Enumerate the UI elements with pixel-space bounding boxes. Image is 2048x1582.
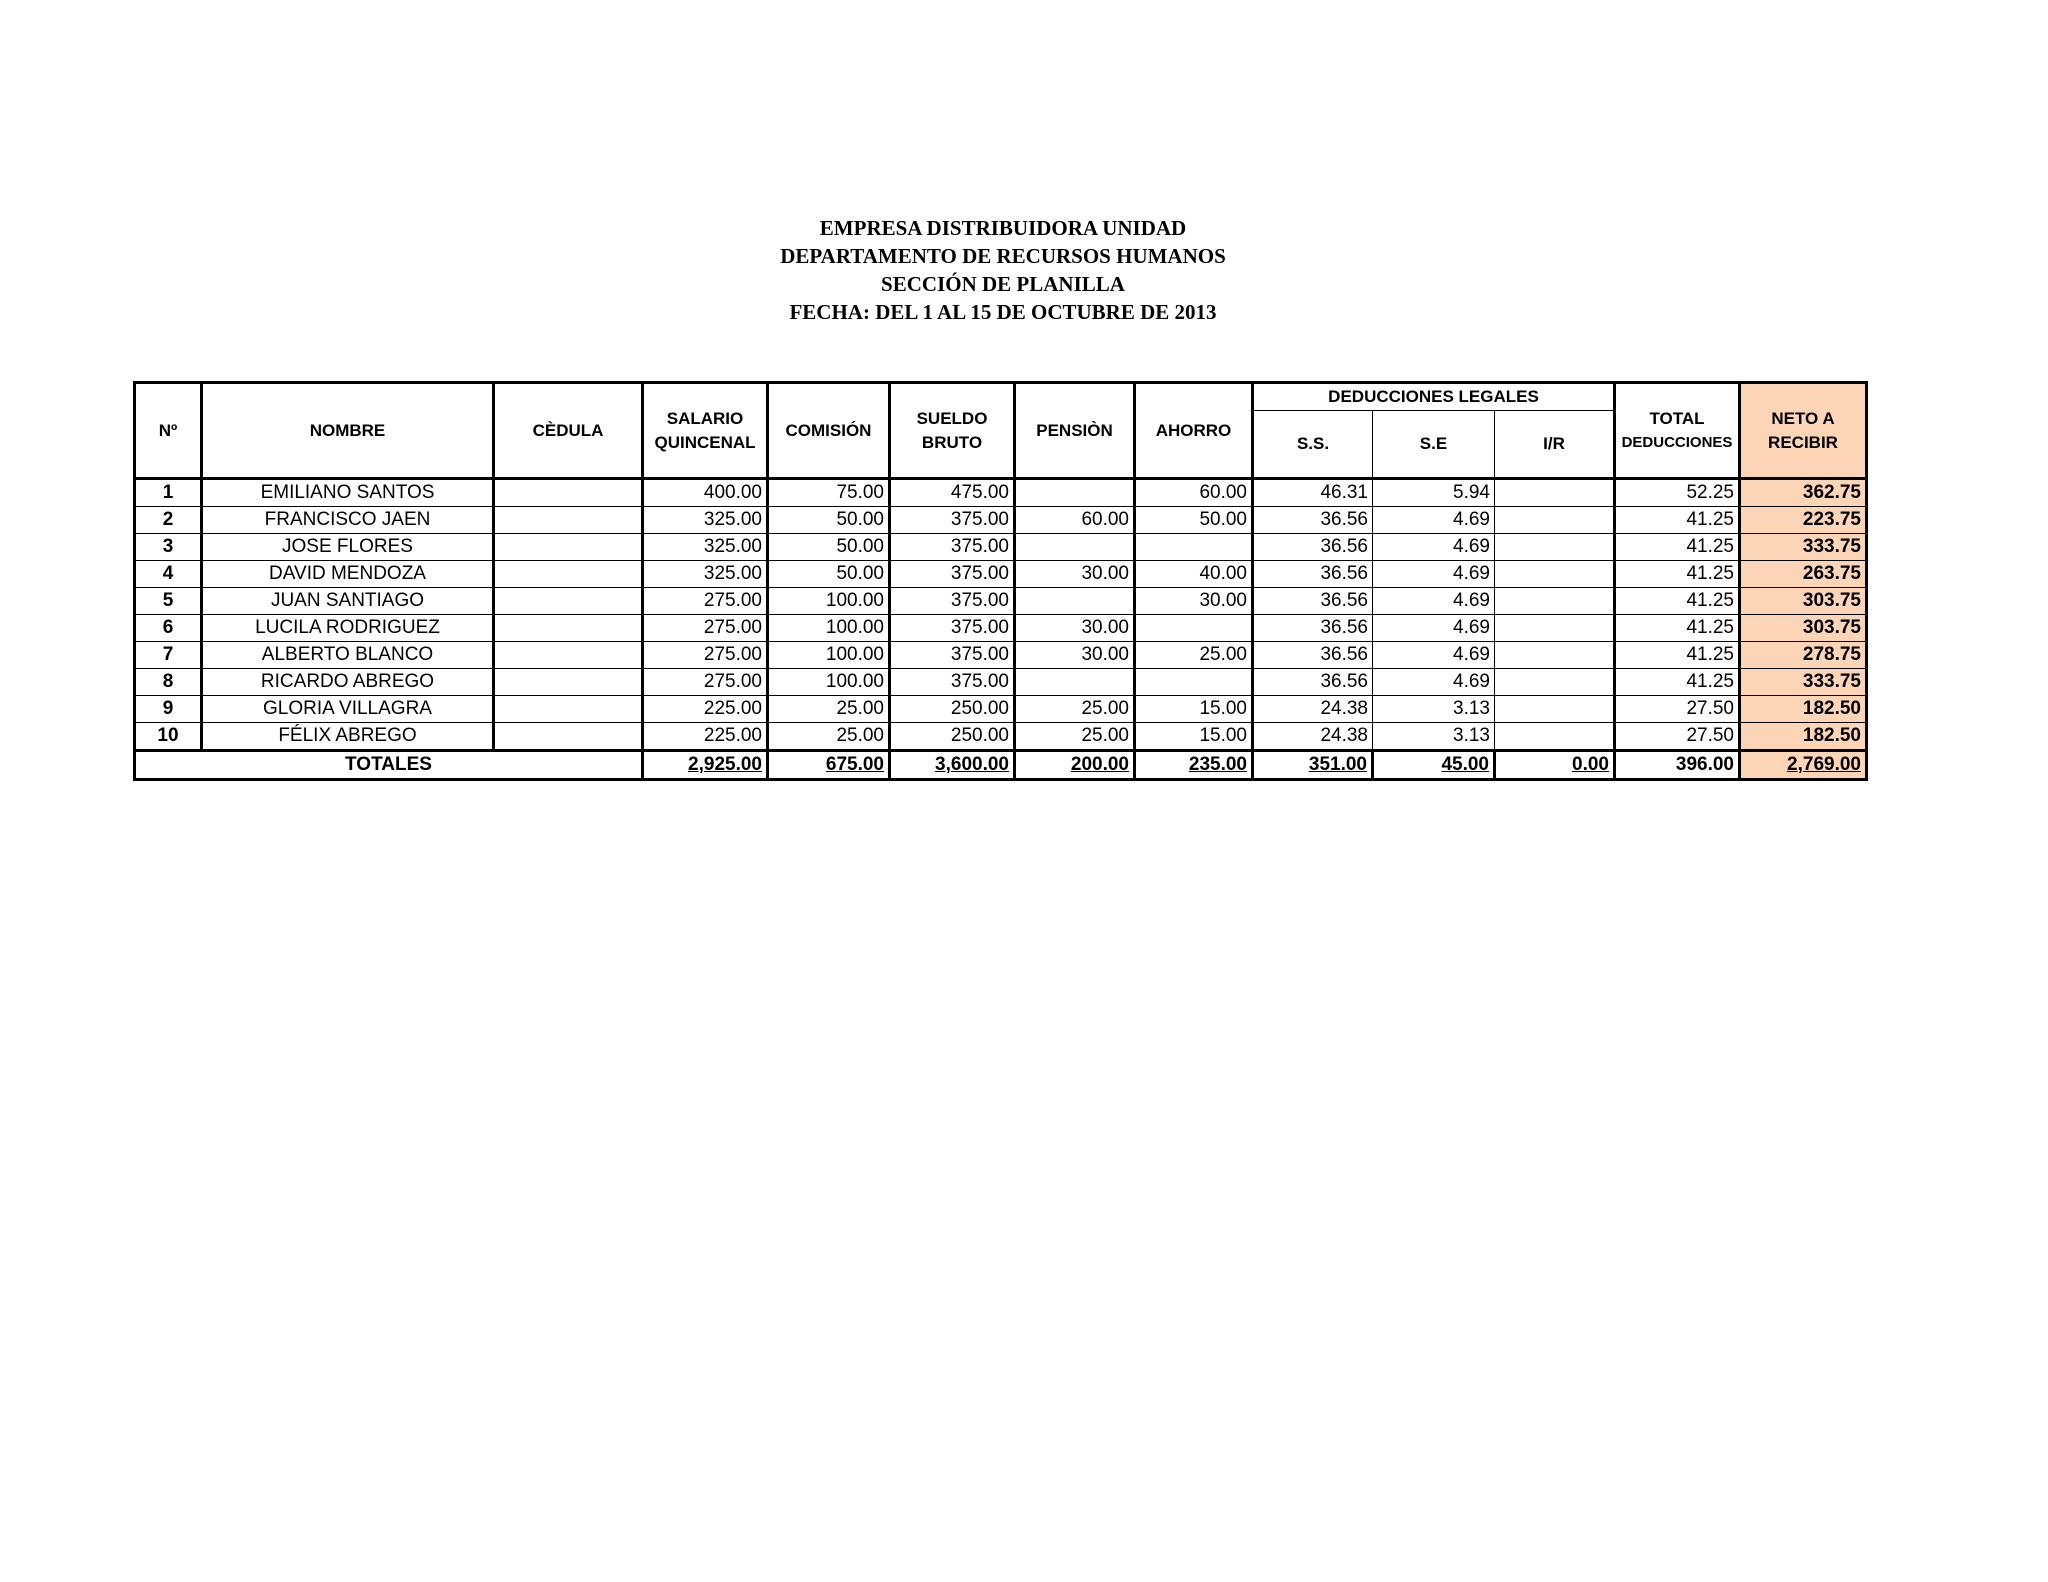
cell-salario: 325.00 [643,534,768,561]
cell-ahorro: 30.00 [1135,588,1253,615]
cell-no: 9 [135,696,202,723]
cell-se: 4.69 [1373,507,1495,534]
cell-nombre: LUCILA RODRIGUEZ [202,615,494,642]
cell-total-deducciones: 41.25 [1615,588,1740,615]
cell-no: 6 [135,615,202,642]
cell-ss: 46.31 [1253,479,1373,507]
payroll-rows [135,479,1867,751]
department-name: DEPARTAMENTO DE RECURSOS HUMANOS [780,244,1226,268]
cell-salario: 275.00 [643,642,768,669]
table-row [135,588,1867,615]
cell-comision: 100.00 [768,669,890,696]
cell-salario: 275.00 [643,669,768,696]
total-ahorro: 235.00 [1135,751,1253,780]
cell-ahorro [1135,669,1253,696]
cell-pension: 30.00 [1015,642,1135,669]
cell-cedula [494,696,643,723]
cell-ss: 24.38 [1253,723,1373,751]
cell-cedula [494,479,643,507]
col-header-neto [1740,383,1867,479]
table-row [135,723,1867,751]
col-header-ir: I/R [1495,411,1615,479]
cell-ir [1495,507,1615,534]
cell-nombre: RICARDO ABREGO [202,669,494,696]
col-header-sueldo [890,383,1015,479]
cell-sueldo: 375.00 [890,561,1015,588]
total-pension: 200.00 [1015,751,1135,780]
col-header-se: S.E [1373,411,1495,479]
cell-ahorro: 25.00 [1135,642,1253,669]
cell-cedula [494,588,643,615]
col-header-salario [643,383,768,479]
cell-no: 10 [135,723,202,751]
cell-ss: 36.56 [1253,507,1373,534]
col-header-salario-line2: QUINCENAL [654,432,756,452]
cell-nombre: FRANCISCO JAEN [202,507,494,534]
section-name: SECCIÓN DE PLANILLA [881,272,1125,296]
cell-pension [1015,588,1135,615]
cell-ss: 36.56 [1253,588,1373,615]
cell-total-deducciones: 27.50 [1615,723,1740,751]
cell-pension: 60.00 [1015,507,1135,534]
cell-pension: 25.00 [1015,723,1135,751]
cell-nombre: JUAN SANTIAGO [202,588,494,615]
cell-cedula [494,507,643,534]
cell-ir [1495,669,1615,696]
cell-salario: 325.00 [643,561,768,588]
cell-ir [1495,534,1615,561]
col-header-cedula: CÈDULA [494,383,643,479]
cell-salario: 275.00 [643,588,768,615]
cell-cedula [494,669,643,696]
cell-ahorro [1135,534,1253,561]
cell-ss: 36.56 [1253,615,1373,642]
col-header-total-line1: TOTAL [1649,408,1705,428]
cell-pension: 30.00 [1015,615,1135,642]
cell-sueldo: 375.00 [890,588,1015,615]
cell-neto: 333.75 [1740,534,1867,561]
totals-row [135,751,1867,780]
cell-total-deducciones: 41.25 [1615,669,1740,696]
cell-cedula [494,615,643,642]
cell-ss: 36.56 [1253,669,1373,696]
cell-cedula [494,534,643,561]
cell-sueldo: 375.00 [890,534,1015,561]
cell-ir [1495,479,1615,507]
cell-neto: 333.75 [1740,669,1867,696]
cell-pension [1015,534,1135,561]
total-neto: 2,769.00 [1740,751,1867,780]
col-header-pension: PENSIÒN [1015,383,1135,479]
cell-nombre: JOSE FLORES [202,534,494,561]
cell-neto: 362.75 [1740,479,1867,507]
cell-neto: 263.75 [1740,561,1867,588]
cell-nombre: GLORIA VILLAGRA [202,696,494,723]
cell-sueldo: 250.00 [890,696,1015,723]
cell-se: 4.69 [1373,669,1495,696]
cell-comision: 25.00 [768,696,890,723]
cell-se: 3.13 [1373,723,1495,751]
cell-neto: 182.50 [1740,696,1867,723]
cell-ir [1495,723,1615,751]
col-group-deducciones-legales: DEDUCCIONES LEGALES [1253,383,1615,411]
cell-comision: 100.00 [768,588,890,615]
cell-ss: 36.56 [1253,642,1373,669]
cell-ir [1495,615,1615,642]
cell-sueldo: 375.00 [890,642,1015,669]
cell-ir [1495,696,1615,723]
cell-total-deducciones: 41.25 [1615,534,1740,561]
cell-no: 1 [135,479,202,507]
cell-ahorro: 60.00 [1135,479,1253,507]
col-header-comision: COMISIÓN [768,383,890,479]
cell-cedula [494,723,643,751]
total-ir: 0.00 [1495,751,1615,780]
cell-comision: 50.00 [768,534,890,561]
cell-se: 5.94 [1373,479,1495,507]
cell-se: 4.69 [1373,615,1495,642]
col-header-sueldo-line2: BRUTO [921,432,983,452]
cell-se: 4.69 [1373,534,1495,561]
cell-ahorro: 40.00 [1135,561,1253,588]
total-sueldo: 3,600.00 [890,751,1015,780]
cell-comision: 75.00 [768,479,890,507]
cell-no: 7 [135,642,202,669]
table-row [135,507,1867,534]
cell-no: 2 [135,507,202,534]
cell-comision: 50.00 [768,561,890,588]
cell-pension [1015,479,1135,507]
total-salario: 2,925.00 [643,751,768,780]
payroll-table [133,381,1868,781]
col-header-no: Nº [135,383,202,479]
cell-pension: 30.00 [1015,561,1135,588]
cell-sueldo: 250.00 [890,723,1015,751]
cell-sueldo: 375.00 [890,669,1015,696]
cell-no: 8 [135,669,202,696]
table-row [135,534,1867,561]
col-header-sueldo-line1: SUELDO [916,408,988,428]
cell-no: 3 [135,534,202,561]
cell-no: 5 [135,588,202,615]
cell-total-deducciones: 41.25 [1615,615,1740,642]
total-deducciones: 396.00 [1615,751,1740,780]
cell-ahorro: 50.00 [1135,507,1253,534]
cell-total-deducciones: 41.25 [1615,642,1740,669]
cell-se: 4.69 [1373,561,1495,588]
col-header-ahorro: AHORRO [1135,383,1253,479]
col-header-salario-line1: SALARIO [666,408,744,428]
cell-ss: 24.38 [1253,696,1373,723]
cell-salario: 275.00 [643,615,768,642]
cell-se: 4.69 [1373,642,1495,669]
cell-cedula [494,561,643,588]
cell-nombre: EMILIANO SANTOS [202,479,494,507]
total-se: 45.00 [1373,751,1495,780]
cell-nombre: DAVID MENDOZA [202,561,494,588]
table-row [135,615,1867,642]
table-row [135,479,1867,507]
col-header-total-deducciones [1615,383,1740,479]
cell-salario: 325.00 [643,507,768,534]
cell-neto: 303.75 [1740,615,1867,642]
company-name: EMPRESA DISTRIBUIDORA UNIDAD [819,216,1187,240]
col-header-total-line2: DEDUCCIONES [1621,433,1733,451]
cell-ss: 36.56 [1253,534,1373,561]
cell-neto: 278.75 [1740,642,1867,669]
cell-salario: 400.00 [643,479,768,507]
col-header-ss: S.S. [1253,411,1373,479]
cell-comision: 50.00 [768,507,890,534]
cell-ahorro: 15.00 [1135,723,1253,751]
cell-comision: 100.00 [768,642,890,669]
cell-ir [1495,642,1615,669]
cell-salario: 225.00 [643,723,768,751]
total-comision: 675.00 [768,751,890,780]
cell-comision: 100.00 [768,615,890,642]
total-ss: 351.00 [1253,751,1373,780]
col-header-neto-line1: NETO A [1771,408,1835,428]
cell-cedula [494,642,643,669]
cell-se: 4.69 [1373,588,1495,615]
cell-nombre: FÉLIX ABREGO [202,723,494,751]
cell-pension [1015,669,1135,696]
table-row [135,561,1867,588]
report-date: FECHA: DEL 1 AL 15 DE OCTUBRE DE 2013 [789,300,1217,324]
cell-ir [1495,588,1615,615]
totals-label: TOTALES [135,751,643,780]
table-row [135,642,1867,669]
cell-neto: 303.75 [1740,588,1867,615]
cell-sueldo: 375.00 [890,507,1015,534]
cell-pension: 25.00 [1015,696,1135,723]
cell-no: 4 [135,561,202,588]
cell-salario: 225.00 [643,696,768,723]
table-row [135,669,1867,696]
report-header [0,214,2006,326]
cell-total-deducciones: 52.25 [1615,479,1740,507]
cell-ahorro [1135,615,1253,642]
cell-nombre: ALBERTO BLANCO [202,642,494,669]
cell-neto: 223.75 [1740,507,1867,534]
cell-se: 3.13 [1373,696,1495,723]
col-header-neto-line2: RECIBIR [1768,432,1838,452]
cell-ss: 36.56 [1253,561,1373,588]
col-header-nombre: NOMBRE [202,383,494,479]
table-row [135,696,1867,723]
cell-total-deducciones: 41.25 [1615,561,1740,588]
cell-sueldo: 375.00 [890,615,1015,642]
cell-total-deducciones: 27.50 [1615,696,1740,723]
cell-neto: 182.50 [1740,723,1867,751]
cell-sueldo: 475.00 [890,479,1015,507]
cell-ahorro: 15.00 [1135,696,1253,723]
cell-comision: 25.00 [768,723,890,751]
cell-ir [1495,561,1615,588]
cell-total-deducciones: 41.25 [1615,507,1740,534]
